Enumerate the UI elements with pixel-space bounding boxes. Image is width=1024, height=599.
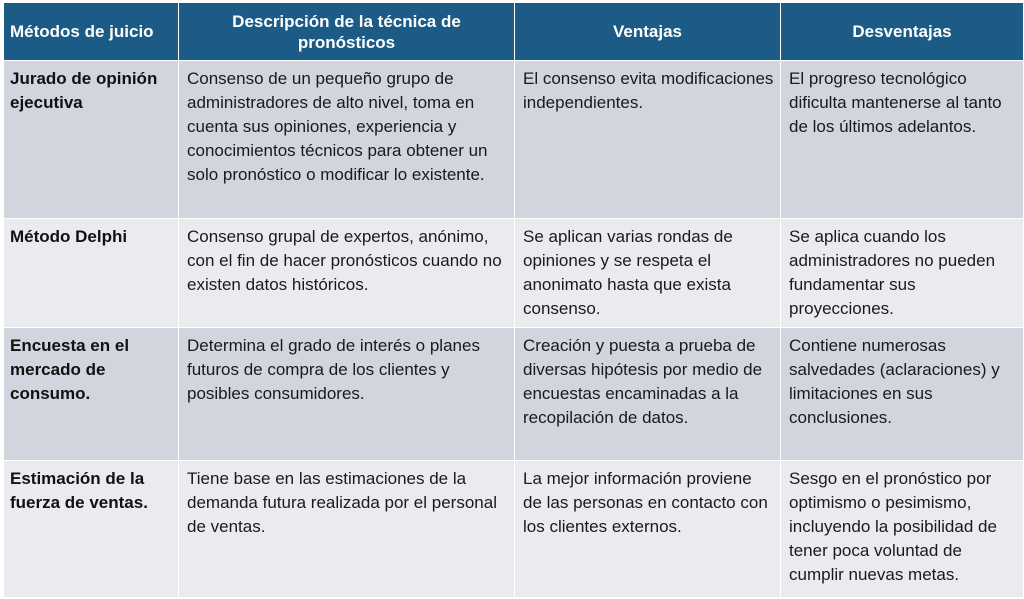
method-cell: Estimación de la fuerza de ventas. <box>4 461 179 598</box>
forecasting-methods-table <box>3 2 1024 598</box>
advantages-cell: Creación y puesta a prueba de diversas hipótesis por medio de encuestas encaminadas a la recopilación de datos. <box>515 328 781 461</box>
table-row <box>4 461 1024 598</box>
method-cell: Jurado de opinión ejecutiva <box>4 61 179 219</box>
method-cell: Método Delphi <box>4 219 179 328</box>
header-row <box>4 3 1024 61</box>
disadvantages-cell: Se aplica cuando los administradores no pueden fundamentar sus proyecciones. <box>781 219 1024 328</box>
advantages-cell: Se aplican varias rondas de opiniones y se respeta el anonimato hasta que exista consenso. <box>515 219 781 328</box>
method-cell: Encuesta en el mercado de consumo. <box>4 328 179 461</box>
description-cell: Consenso grupal de expertos, anónimo, con el fin de hacer pronósticos cuando no existen datos históricos. <box>179 219 515 328</box>
description-cell: Tiene base en las estimaciones de la demanda futura realizada por el personal de ventas. <box>179 461 515 598</box>
header-advantages: Ventajas <box>515 3 781 61</box>
advantages-cell: La mejor información proviene de las personas en contacto con los clientes externos. <box>515 461 781 598</box>
table-row <box>4 219 1024 328</box>
description-cell: Consenso de un pequeño grupo de administradores de alto nivel, toma en cuenta sus opiniones, experiencia y conocimientos técnicos para obtener un solo pronóstico o modificar lo existente. <box>179 61 515 219</box>
header-description: Descripción de la técnica de pronósticos <box>179 3 515 61</box>
disadvantages-cell: Contiene numerosas salvedades (aclaraciones) y limitaciones en sus conclusiones. <box>781 328 1024 461</box>
advantages-cell: El consenso evita modificaciones independientes. <box>515 61 781 219</box>
table-row <box>4 61 1024 219</box>
header-disadvantages: Desventajas <box>781 3 1024 61</box>
disadvantages-cell: El progreso tecnológico dificulta mantenerse al tanto de los últimos adelantos. <box>781 61 1024 219</box>
description-cell: Determina el grado de interés o planes futuros de compra de los clientes y posibles consumidores. <box>179 328 515 461</box>
disadvantages-cell: Sesgo en el pronóstico por optimismo o pesimismo, incluyendo la posibilidad de tener poca voluntad de cumplir nuevas metas. <box>781 461 1024 598</box>
header-methods: Métodos de juicio <box>4 3 179 61</box>
table-row <box>4 328 1024 461</box>
